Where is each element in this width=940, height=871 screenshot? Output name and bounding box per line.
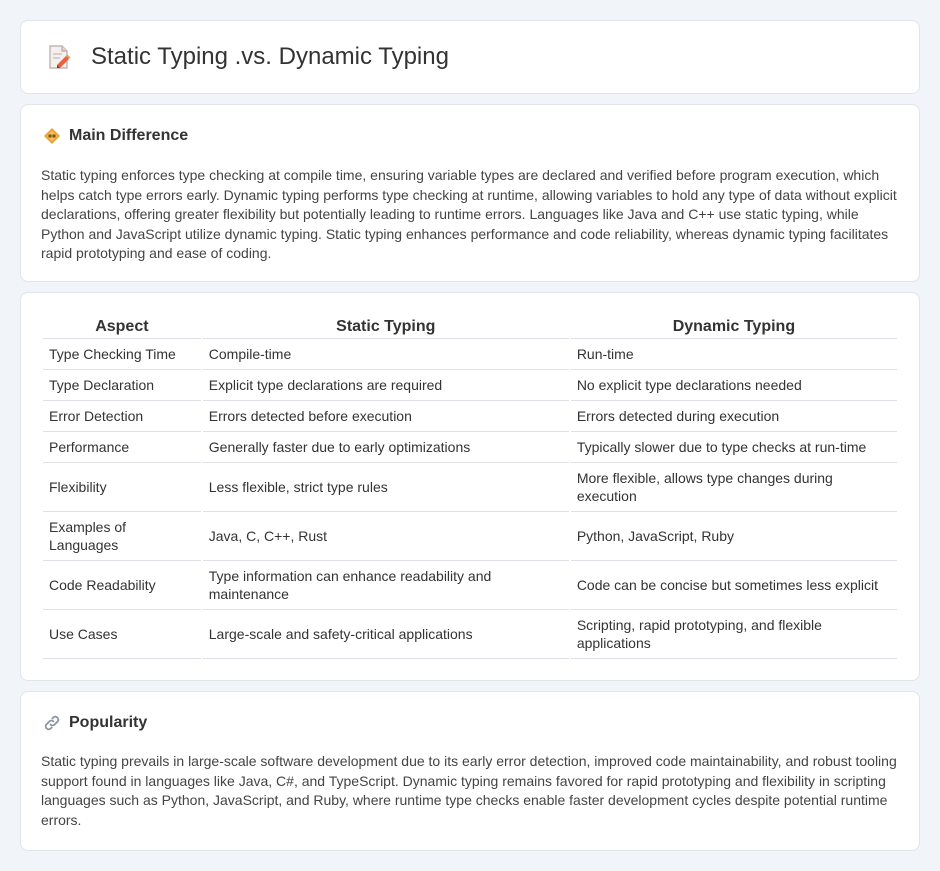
table-cell-aspect: Error Detection (43, 401, 201, 432)
title-row (21, 21, 919, 93)
table-cell-dynamic: More flexible, allows type changes during execution (571, 463, 897, 512)
main-difference-heading: Main Difference (69, 127, 189, 144)
popularity-heading-row (43, 714, 147, 732)
table-cell-dynamic: Scripting, rapid prototyping, and flexible applications (571, 610, 897, 659)
popularity-heading: Popularity (69, 714, 148, 731)
table-cell-dynamic: Python, JavaScript, Ruby (571, 512, 897, 561)
table-row (43, 561, 897, 610)
table-cell-static: Explicit type declarations are required (203, 370, 569, 401)
document-pencil-icon (47, 44, 71, 70)
table-cell-aspect: Type Declaration (43, 370, 201, 401)
table-row (43, 432, 897, 463)
table-row (43, 610, 897, 659)
link-icon (43, 714, 61, 732)
main-difference-text: Static typing enforces type checking at compile time, ensuring variable types are declared and verified before program execution, which helps catch type errors early. Dynamic typing performs type checking at runtime, allowing variables to hold any type of data without explicit declarations, offering greater flexibility but potentially leading to runtime errors. Languages like Java and C++ use static typing, while Python and JavaScript utilize dynamic typing. Static typing enhances performance and code reliability, whereas dynamic typing facilitates rapid prototyping and ease of coding. (41, 167, 897, 262)
table-cell-dynamic: Typically slower due to type checks at run-time (571, 432, 897, 463)
table-row (43, 512, 897, 561)
table-row (43, 339, 897, 370)
table-cell-static: Compile-time (203, 339, 569, 370)
table-cell-aspect: Use Cases (43, 610, 201, 659)
column-header-aspect: Aspect (43, 315, 201, 339)
table-cell-aspect: Type Checking Time (43, 339, 201, 370)
diamond-signs-icon (43, 127, 61, 145)
table-cell-aspect: Code Readability (43, 561, 201, 610)
main-difference-heading-row (43, 127, 188, 145)
table-cell-aspect: Performance (43, 432, 201, 463)
table-header-row (43, 315, 897, 339)
table-row (43, 370, 897, 401)
comparison-table (41, 315, 899, 659)
table-cell-static: Large-scale and safety-critical applications (203, 610, 569, 659)
table-cell-static: Type information can enhance readability and maintenance (203, 561, 569, 610)
table-cell-aspect: Flexibility (43, 463, 201, 512)
table-cell-aspect: Examples of Languages (43, 512, 201, 561)
table-cell-static: Generally faster due to early optimizations (203, 432, 569, 463)
popularity-text: Static typing prevails in large-scale software development due to its early error detection, improved code maintainability, and robust tooling support found in languages like Java, C#, and TypeScript. Dynamic typing remains favored for rapid prototyping and flexibility in scripting languages such as Python, JavaScript, and Ruby, where runtime type checks enable faster development cycles despite potential runtime errors. (41, 753, 897, 828)
column-header-static: Static Typing (203, 315, 569, 339)
page-title: Static Typing .vs. Dynamic Typing (91, 43, 449, 70)
column-header-dynamic: Dynamic Typing (571, 315, 897, 339)
comparison-card (20, 292, 920, 681)
table-cell-dynamic: Run-time (571, 339, 897, 370)
table-cell-dynamic: Code can be concise but sometimes less explicit (571, 561, 897, 610)
table-cell-dynamic: No explicit type declarations needed (571, 370, 897, 401)
table-row (43, 401, 897, 432)
table-cell-static: Errors detected before execution (203, 401, 569, 432)
table-row (43, 463, 897, 512)
popularity-card (20, 691, 920, 851)
table-cell-static: Java, C, C++, Rust (203, 512, 569, 561)
table-cell-static: Less flexible, strict type rules (203, 463, 569, 512)
title-card (20, 20, 920, 94)
main-difference-card (20, 104, 920, 282)
table-cell-dynamic: Errors detected during execution (571, 401, 897, 432)
